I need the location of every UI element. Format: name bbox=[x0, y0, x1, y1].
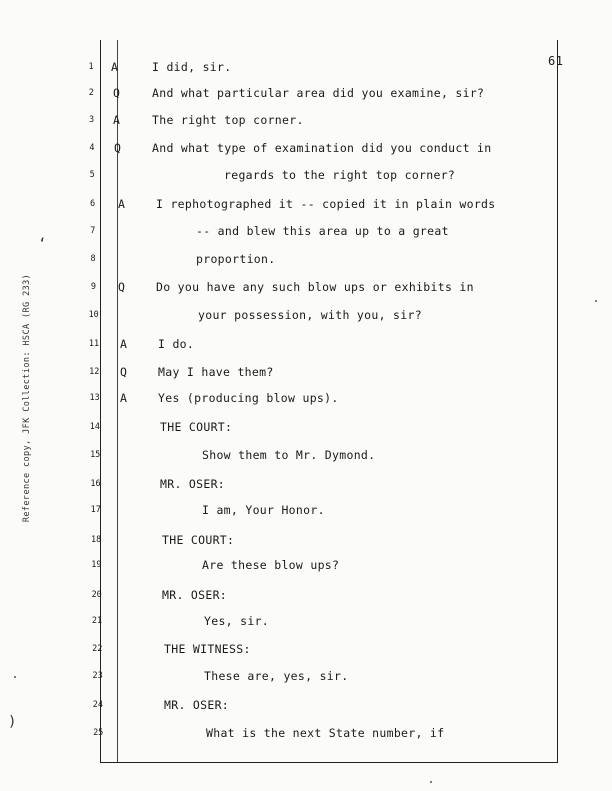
line-text: Are these blow ups? bbox=[202, 558, 340, 572]
speaker-label: A bbox=[113, 113, 120, 127]
line-number: 25 bbox=[93, 728, 104, 738]
line-text: regards to the right top corner? bbox=[224, 168, 456, 182]
line-number: 14 bbox=[89, 422, 101, 432]
scan-speck bbox=[14, 676, 16, 678]
speaker-label: Q bbox=[118, 280, 125, 294]
transcript-line bbox=[0, 251, 612, 269]
line-text: Yes (producing blow ups). bbox=[158, 391, 339, 405]
transcript-line bbox=[0, 557, 612, 575]
transcript-line bbox=[0, 390, 612, 408]
line-number: 19 bbox=[91, 560, 102, 570]
line-text: MR. OSER: bbox=[164, 698, 230, 712]
line-number: 12 bbox=[89, 367, 100, 377]
scan-speck bbox=[430, 781, 432, 783]
line-number: 10 bbox=[88, 310, 99, 320]
pen-mark: ʻ bbox=[38, 236, 47, 252]
line-text: THE COURT: bbox=[162, 533, 235, 547]
line-number: 18 bbox=[90, 535, 102, 545]
transcript-line bbox=[0, 167, 612, 185]
transcript-line bbox=[0, 279, 612, 297]
line-text: Do you have any such blow ups or exhibits in bbox=[156, 280, 474, 294]
speaker-label: A bbox=[111, 60, 118, 74]
transcript-line bbox=[0, 419, 612, 437]
line-text: THE COURT: bbox=[160, 420, 233, 434]
speaker-label: Q bbox=[120, 365, 127, 379]
line-number: 5 bbox=[89, 170, 95, 180]
transcript-line bbox=[0, 476, 612, 494]
speaker-label: A bbox=[120, 337, 127, 351]
transcript-line bbox=[0, 223, 612, 241]
line-number: 6 bbox=[89, 199, 96, 209]
line-number: 23 bbox=[92, 671, 103, 681]
line-text: These are, yes, sir. bbox=[204, 669, 349, 683]
transcript-line bbox=[0, 59, 612, 77]
line-number: 4 bbox=[89, 143, 95, 153]
line-number: 15 bbox=[90, 450, 101, 460]
archive-reference-note: Reference copy, JFK Collection: HSCA (RG 233) bbox=[22, 273, 32, 523]
line-text: And what particular area did you examine, sir? bbox=[152, 86, 485, 100]
transcript-line bbox=[0, 364, 612, 382]
line-number: 3 bbox=[89, 115, 95, 125]
line-number: 2 bbox=[88, 88, 94, 98]
line-text: proportion. bbox=[196, 252, 276, 266]
transcript-line bbox=[0, 196, 612, 214]
line-number: 1 bbox=[88, 62, 94, 72]
line-text: The right top corner. bbox=[152, 113, 304, 127]
line-number: 21 bbox=[91, 616, 103, 626]
line-text: I am, Your Honor. bbox=[202, 503, 325, 517]
line-text: May I have them? bbox=[158, 365, 274, 379]
transcript-line bbox=[0, 641, 612, 659]
transcript-line bbox=[0, 502, 612, 520]
line-text: I do. bbox=[158, 337, 195, 351]
line-text: And what type of examination did you conduct in bbox=[152, 141, 492, 155]
transcript-line bbox=[0, 85, 612, 103]
line-number: 7 bbox=[90, 226, 96, 236]
transcript-line bbox=[0, 697, 612, 715]
speaker-label: Q bbox=[114, 141, 121, 155]
line-text: THE WITNESS: bbox=[164, 642, 251, 656]
line-number: 16 bbox=[90, 479, 101, 489]
line-text: Yes, sir. bbox=[204, 614, 270, 628]
speaker-label: A bbox=[120, 391, 127, 405]
transcript-line bbox=[0, 336, 612, 354]
line-text: MR. OSER: bbox=[160, 477, 226, 491]
transcript-line bbox=[0, 112, 612, 130]
transcript-line bbox=[0, 613, 612, 631]
transcript-line bbox=[0, 532, 612, 550]
speaker-label: Q bbox=[113, 86, 120, 100]
line-text: I did, sir. bbox=[152, 60, 232, 74]
line-number: 13 bbox=[89, 393, 100, 403]
transcript-line bbox=[0, 725, 612, 743]
line-number: 24 bbox=[92, 700, 104, 710]
transcript-line bbox=[0, 447, 612, 465]
speaker-label: A bbox=[118, 197, 125, 211]
line-number: 11 bbox=[88, 339, 100, 349]
line-text: What is the next State number, if bbox=[206, 726, 445, 740]
line-text: MR. OSER: bbox=[162, 588, 228, 602]
line-text: Show them to Mr. Dymond. bbox=[202, 448, 376, 462]
line-number: 20 bbox=[91, 590, 102, 600]
line-text: I rephotographed it -- copied it in plain words bbox=[156, 197, 496, 211]
line-number: 9 bbox=[90, 282, 96, 292]
line-text: -- and blew this area up to a great bbox=[196, 224, 449, 238]
scan-speck bbox=[595, 300, 597, 302]
line-number: 17 bbox=[90, 505, 101, 515]
transcript-line bbox=[0, 587, 612, 605]
line-number: 8 bbox=[90, 254, 96, 264]
page-number: 61 bbox=[548, 54, 564, 68]
line-text: your possession, with you, sir? bbox=[198, 308, 422, 322]
transcript-line bbox=[0, 140, 612, 158]
line-number: 22 bbox=[92, 644, 103, 654]
transcript-line bbox=[0, 668, 612, 686]
bracket-mark: ) bbox=[8, 714, 17, 730]
transcript-line bbox=[0, 307, 612, 325]
